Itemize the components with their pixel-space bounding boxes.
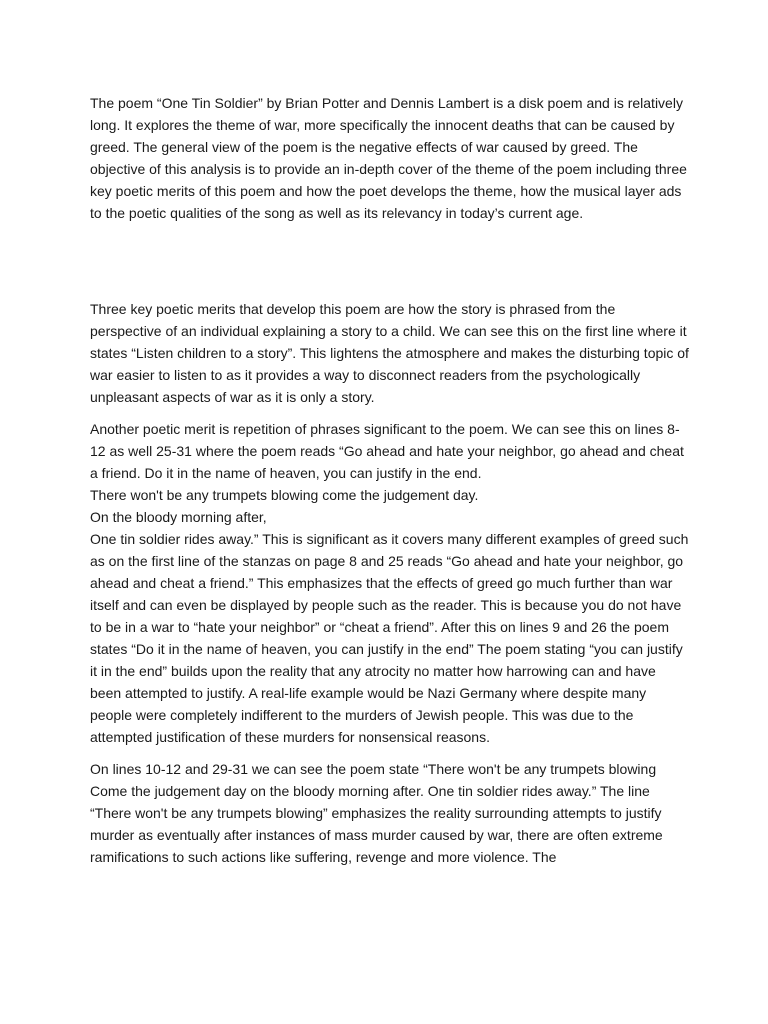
paragraph-trumpets: On lines 10-12 and 29-31 we can see the poem state “There won't be any trumpets blowing Come the judgement day on the bloody morning after. One tin soldier rides away.” The line “There won't be any trumpets blowing” emphasizes the reality surrounding attempts to justify murder as eventually after instances of mass murder caused by war, there are often extreme ramifications to such actions like suffering, revenge and more violence. The bbox=[90, 761, 663, 865]
paragraph-intro: The poem “One Tin Soldier” by Brian Potter and Dennis Lambert is a disk poem and is relatively long. It explores the theme of war, more specifically the innocent deaths that can be caused by greed. The general view of the poem is the negative effects of war caused by greed. The objective of this analysis is to provide an in-depth cover of the theme of the poem including three key poetic merits of this poem and how the poet develops the theme, how the musical layer ads to the poetic qualities of the song as well as its relevancy in today’s current age. bbox=[90, 95, 687, 221]
paragraph-spacer bbox=[90, 224, 690, 298]
paragraph-merit-repetition: Another poetic merit is repetition of phrases significant to the poem. We can see this on lines 8-12 as well 25-31 where the poem reads “Go ahead and hate your neighbor, go ahead and cheat a friend. Do it in the name of heaven, you can justify in the end. There won't be any trumpets blowing come the judgement day. On the bloody morning after, One tin soldier rides away.” This is significant as it covers many different examples of greed such as on the first line of the stanzas on page 8 and 25 reads “Go ahead and hate your neighbor, go ahead and cheat a friend.” This emphasizes that the effects of greed go much further than war itself and can even be displayed by people such as the reader. This is because you do not have to be in a war to “hate your neighbor” or “cheat a friend”. After this on lines 9 and 26 the poem states “Do it in the name of heaven, you can justify in the end” The poem stating “you can justify it in the end” builds upon the reality that any atrocity no matter how harrowing can and have been attempted to justify. A real-life example would be Nazi Germany where despite many people were completely indifferent to the murders of Jewish people. This was due to the attempted justification of these murders for nonsensical reasons. bbox=[90, 421, 689, 745]
document-page bbox=[90, 92, 690, 868]
paragraph-spacer bbox=[90, 748, 690, 758]
paragraph-spacer bbox=[90, 408, 690, 418]
paragraph-merit-perspective: Three key poetic merits that develop this poem are how the story is phrased from the perspective of an individual explaining a story to a child. We can see this on the first line where it states “Listen children to a story”. This lightens the atmosphere and makes the disturbing topic of war easier to listen to as it provides a way to disconnect readers from the psychologically unpleasant aspects of war as it is only a story. bbox=[90, 301, 689, 405]
